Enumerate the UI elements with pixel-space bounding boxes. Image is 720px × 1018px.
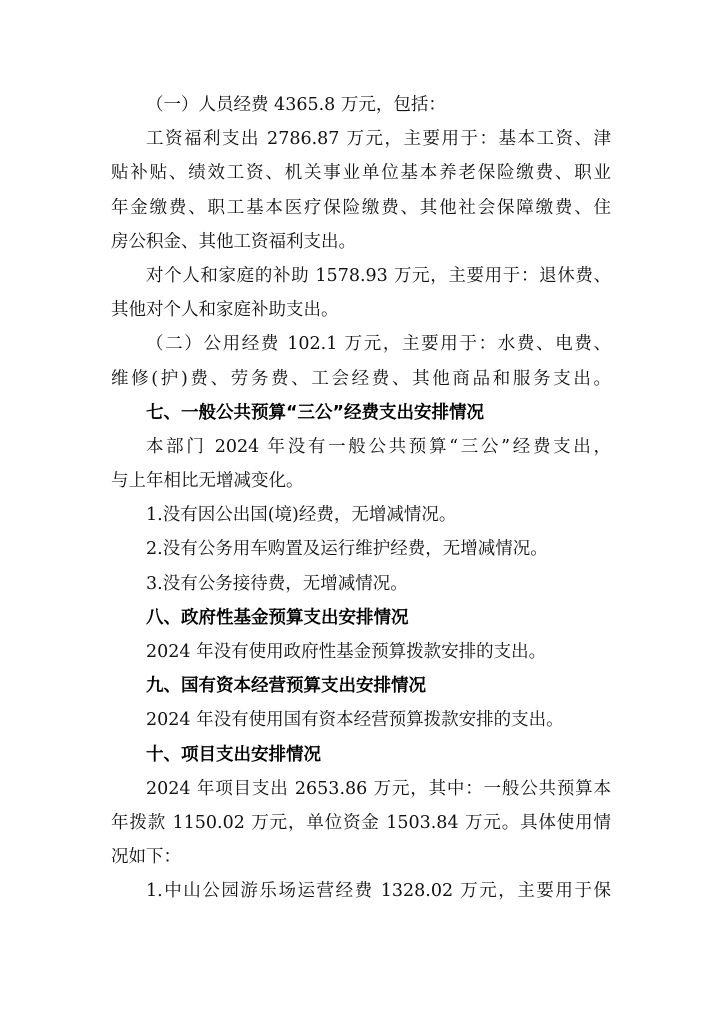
body-line: 2024 年项目支出 2653.86 万元，其中：一般公共预算本 xyxy=(146,778,611,799)
body-line: 2024 年没有使用政府性基金预算拨款安排的支出。 xyxy=(146,642,547,662)
body-line: 年金缴费、职工基本医疗保险缴费、其他社会保障缴费、住 xyxy=(111,197,611,218)
list-item: 3.没有公务接待费，无增减情况。 xyxy=(146,573,408,594)
body-line: 对个人和家庭的补助 1578.93 万元，主要用于：退休费、 xyxy=(146,265,611,286)
list-item: 2.没有公务用车购置及运行维护经费，无增减情况。 xyxy=(146,539,548,560)
public-expense-heading: （二）公用经费 102.1 万元，主要用于：水费、电费、 xyxy=(146,334,611,355)
document-page xyxy=(111,88,611,909)
section-heading-8: 八、政府性基金预算支出安排情况 xyxy=(146,607,409,628)
body-line: 与上年相比无增减变化。 xyxy=(111,471,304,492)
list-item: 1.中山公园游乐场运营经费 1328.02 万元，主要用于保 xyxy=(146,881,611,902)
body-line: 况如下： xyxy=(111,847,181,868)
personnel-expense-heading: （一）人员经费 4365.8 万元，包括： xyxy=(146,95,446,115)
list-item: 1.没有因公出国(境)经费，无增减情况。 xyxy=(146,505,457,526)
body-line: 年拨款 1150.02 万元，单位资金 1503.84 万元。具体使用情 xyxy=(111,812,611,833)
section-heading-10: 十、项目支出安排情况 xyxy=(146,744,321,765)
body-line: 房公积金、其他工资福利支出。 xyxy=(111,231,356,252)
body-line: 本部门 2024 年没有一般公共预算“三公”经费支出， xyxy=(146,436,611,457)
body-line: 贴补贴、绩效工资、机关事业单位基本养老保险缴费、职业 xyxy=(111,163,611,184)
body-line: 工资福利支出 2786.87 万元，主要用于：基本工资、津 xyxy=(146,129,611,150)
body-line: 2024 年没有使用国有资本经营预算拨款安排的支出。 xyxy=(146,710,564,731)
section-heading-7: 七、一般公共预算“三公”经费支出安排情况 xyxy=(146,402,485,423)
body-line: 其他对个人和家庭补助支出。 xyxy=(111,300,339,321)
body-line: 维修(护)费、劳务费、工会经费、其他商品和服务支出。 xyxy=(111,368,611,389)
section-heading-9: 九、国有资本经营预算支出安排情况 xyxy=(146,676,426,697)
